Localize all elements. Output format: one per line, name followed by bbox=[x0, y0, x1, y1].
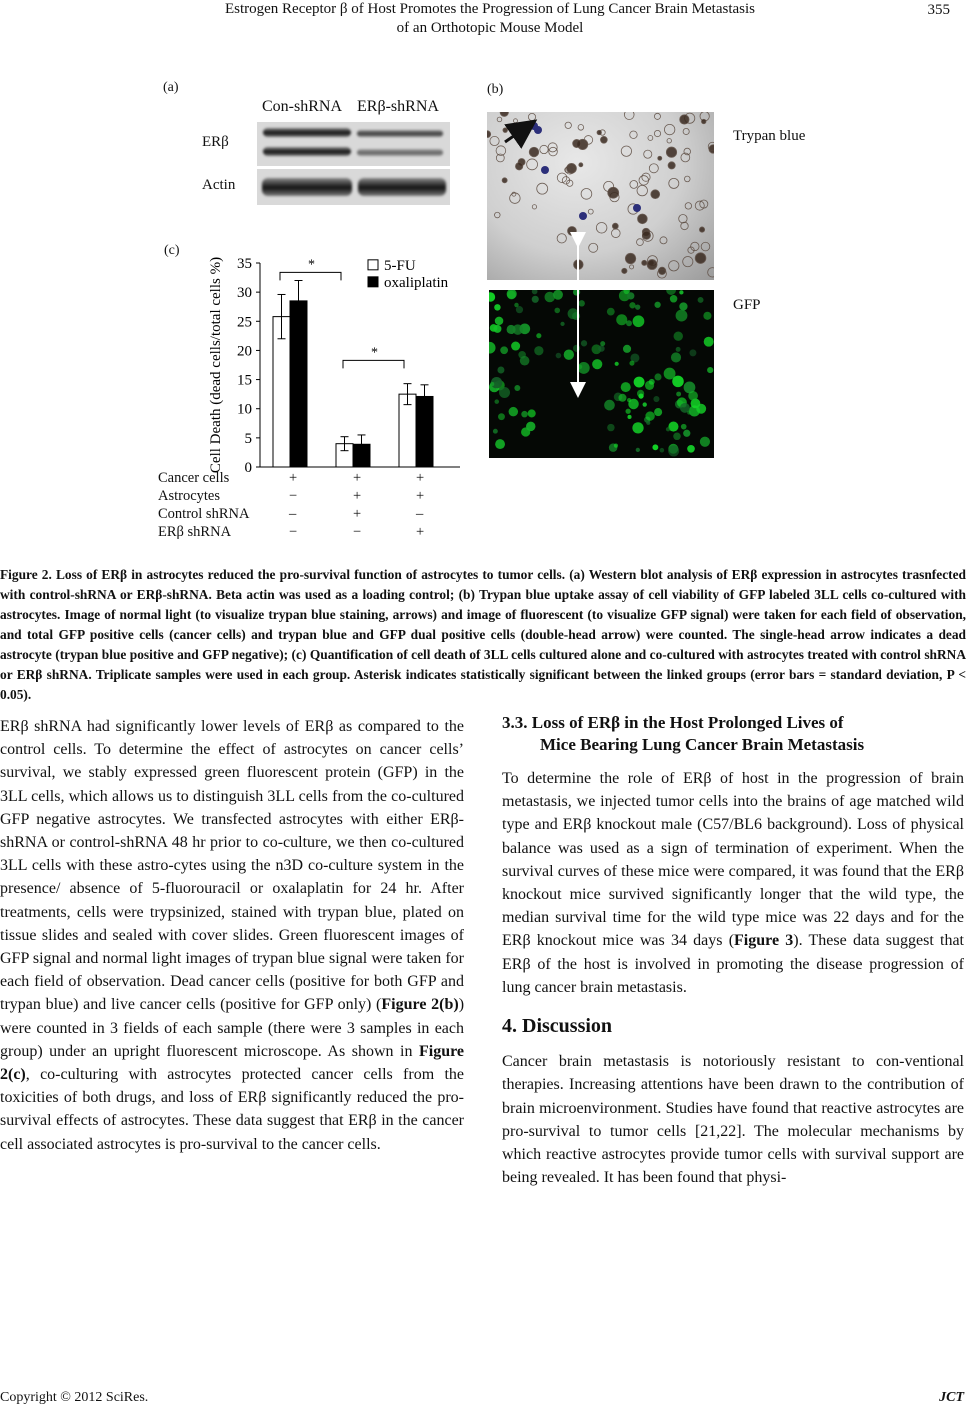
condition-cell: – bbox=[416, 506, 424, 522]
text-segment: ). These data suggest that ERβ of the host is involved in promoting the disease progression of lung cancer brain metastasis. bbox=[502, 932, 965, 996]
left-column bbox=[0, 715, 464, 1156]
header-title-line1: Estrogen Receptor β of Host Promotes the Progression of Lung Cancer Brain Metastasis bbox=[224, 1, 756, 17]
heading-line: 3.3. Loss of ERβ in the Host Prolonged Lives of bbox=[502, 713, 844, 732]
y-tick-label: 0 bbox=[244, 460, 252, 475]
paragraph-discussion: Cancer brain metastasis is notoriously resistant to con-ventional therapies. Increasing attentions have been drawn to the contribution of brain microenvironment. Studies have found that reactive astrocytes are pro-survival to tumor cells [21,22]. The molecular mechanisms by which reactive astrocytes provide tumor cells with survival support are being revealed. It has been found that physi- bbox=[502, 1053, 964, 1187]
condition-cell: + bbox=[416, 524, 425, 540]
blot-row1-label: ERβ bbox=[202, 134, 229, 150]
paragraph-cell-survival bbox=[0, 715, 464, 1156]
condition-cell: − bbox=[289, 488, 298, 504]
legend-swatch bbox=[368, 260, 378, 270]
panel-c-label: (c) bbox=[164, 243, 180, 258]
significance-bracket bbox=[280, 272, 341, 280]
figure-caption: Figure 2. Loss of ERβ in astrocytes reduced the pro-survival function of astrocytes to tumor cells. (a) Western blot analysis of ERβ expression in astrocytes trasnfected with control-shRNA or ERβ-shRNA. Beta actin was used as a loading control; (b) Trypan blue uptake assay of cell viability of GFP labeled 3LL cells co-cultured with astrocytes. Image of normal light (to visualize trypan blue staining, arrows) and image of fluorescent (to visualize GFP signal) were taken for each field of observation, and total GFP positive cells (cancer cells) and trypan blue and GFP dual positive cells (double-head arrow) were counted. The single-head arrow indicates a dead astrocyte (trypan blue positive and GFP negative); (c) Quantification of cell death of 3LL cells cultured alone and co-cultured with astrocytes treated with control shRNA or ERβ shRNA. Triplicate samples were used in each group. Asterisk indicates statistically significant between the linked groups (error bars = standard deviation, P < 0.05). bbox=[0, 567, 966, 702]
running-header bbox=[150, 0, 830, 38]
condition-cell: + bbox=[353, 506, 362, 522]
significance-marker: * bbox=[371, 345, 378, 361]
blot-col2-label: ERβ-shRNA bbox=[357, 98, 439, 115]
text-segment: ERβ shRNA had significantly lower levels of ERβ as compared to the control cells. To determine the effect of astrocytes on cancer cells’ survival, we stably expressed green fluorescent protein (GFP) in the 3LL cells, which allows us to distinguish 3LL cells from the co-cultured GFP negative astrocytes. We transfected astrocytes with either ERβ-shRNA or control-shRNA 48 hr prior to co-culture, we then co-cultured 3LL cells with these astro-cytes using the n3D co-culture system in the presence/ absence of 5-fluorouracil or oxalaplatin for 24 hr. After treatments, cells were trypsinized, stained with trypan blue, plated on tissue slides and sealed with cover slides. Green fluorescent images of GFP signal and normal light images of trypan blue signal were taken for each field of observation. Dead cancer cells (positive for both GFP and trypan blue) and live cancer cells (positive for GFP only) ( bbox=[0, 718, 464, 1014]
y-tick-label: 35 bbox=[237, 256, 252, 272]
blot-erb-strip bbox=[257, 122, 450, 166]
bar bbox=[290, 301, 307, 467]
condition-table bbox=[158, 470, 458, 542]
figure-ref-2c[interactable]: Figure 2(c) bbox=[0, 1042, 464, 1084]
condition-cell: + bbox=[416, 488, 425, 504]
condition-row-label: Astrocytes bbox=[158, 488, 221, 504]
figure-ref-2b[interactable]: Figure 2(b) bbox=[381, 996, 459, 1014]
condition-cell: + bbox=[289, 470, 298, 486]
condition-cell: − bbox=[353, 524, 362, 540]
legend-swatch bbox=[368, 277, 378, 287]
panel-b-label: (b) bbox=[487, 82, 504, 97]
single-head-arrow bbox=[505, 128, 525, 142]
text-segment: To determine the role of ERβ of host in the progression of brain metastasis, we injected tumor cells into the brains of age matched wild type and ERβ knockout male (C57/BL6 background). Loss of physical balance was used as a sign of termination of experiment. When the survival curves of these mice were compared, it was found that the ERβ knockout mice survived significantly longer that the wild type, the median survival time for the wild type mice was 22 days and for the ERβ knockout mice was 34 days ( bbox=[502, 770, 964, 950]
significance-bracket bbox=[343, 360, 404, 368]
journal-abbrev: JCT bbox=[939, 1390, 964, 1405]
header-title-line2: of an Orthotopic Mouse Model bbox=[396, 20, 584, 36]
y-tick-label: 30 bbox=[237, 285, 252, 302]
gfp-label: GFP bbox=[733, 297, 761, 313]
trypan-blue-label: Trypan blue bbox=[733, 128, 806, 144]
y-tick-label: 10 bbox=[237, 401, 252, 418]
paragraph-survival bbox=[502, 767, 964, 999]
cell-death-chart bbox=[190, 245, 480, 475]
y-tick-label: 25 bbox=[237, 314, 252, 331]
panel-a-label: (a) bbox=[163, 80, 179, 95]
blot-actin-strip bbox=[257, 169, 450, 205]
page-number: 355 bbox=[927, 2, 950, 18]
condition-row-label: Cancer cells bbox=[158, 470, 230, 486]
section-4-heading: 4. Discussion bbox=[502, 1015, 613, 1038]
arrow-overlay bbox=[487, 112, 717, 458]
condition-row-label: Control shRNA bbox=[158, 506, 250, 522]
condition-cell: + bbox=[353, 470, 362, 486]
section-3-3-heading bbox=[502, 712, 964, 756]
condition-cell: + bbox=[416, 470, 425, 486]
legend-label: 5-FU bbox=[384, 257, 416, 274]
y-tick-label: 15 bbox=[237, 372, 252, 389]
blot-row2-label: Actin bbox=[202, 177, 236, 193]
blot-col1-label: Con-shRNA bbox=[262, 98, 343, 115]
condition-cell: – bbox=[289, 506, 297, 522]
significance-marker: * bbox=[308, 257, 315, 273]
condition-cell: + bbox=[353, 488, 362, 504]
y-tick-label: 20 bbox=[237, 343, 252, 360]
y-tick-label: 5 bbox=[244, 430, 252, 447]
figure-ref-3[interactable]: Figure 3 bbox=[734, 932, 794, 950]
copyright: Copyright © 2012 SciRes. bbox=[0, 1390, 149, 1405]
heading-line: Mice Bearing Lung Cancer Brain Metastasis bbox=[540, 735, 865, 754]
y-axis-label: Cell Death (dead cells/total cells %) bbox=[208, 256, 224, 474]
text-segment: ) were counted in 3 fields of each sample (there were 3 samples in each group) under an upright fluorescent microscope. As shown in bbox=[0, 996, 465, 1060]
legend-label: oxaliplatin bbox=[384, 274, 449, 291]
text-segment: , co-culturing with astrocytes protected cancer cells from the toxicities of both drugs, and loss of ERβ significantly reduced the pro-survival effects of astrocytes. These data suggest that ERβ in the cancer cell associated astrocytes is pro-survival to the cancer cells. bbox=[0, 1066, 464, 1153]
condition-row-label: ERβ shRNA bbox=[158, 524, 232, 540]
right-column bbox=[502, 712, 964, 1189]
condition-cell: − bbox=[289, 524, 298, 540]
